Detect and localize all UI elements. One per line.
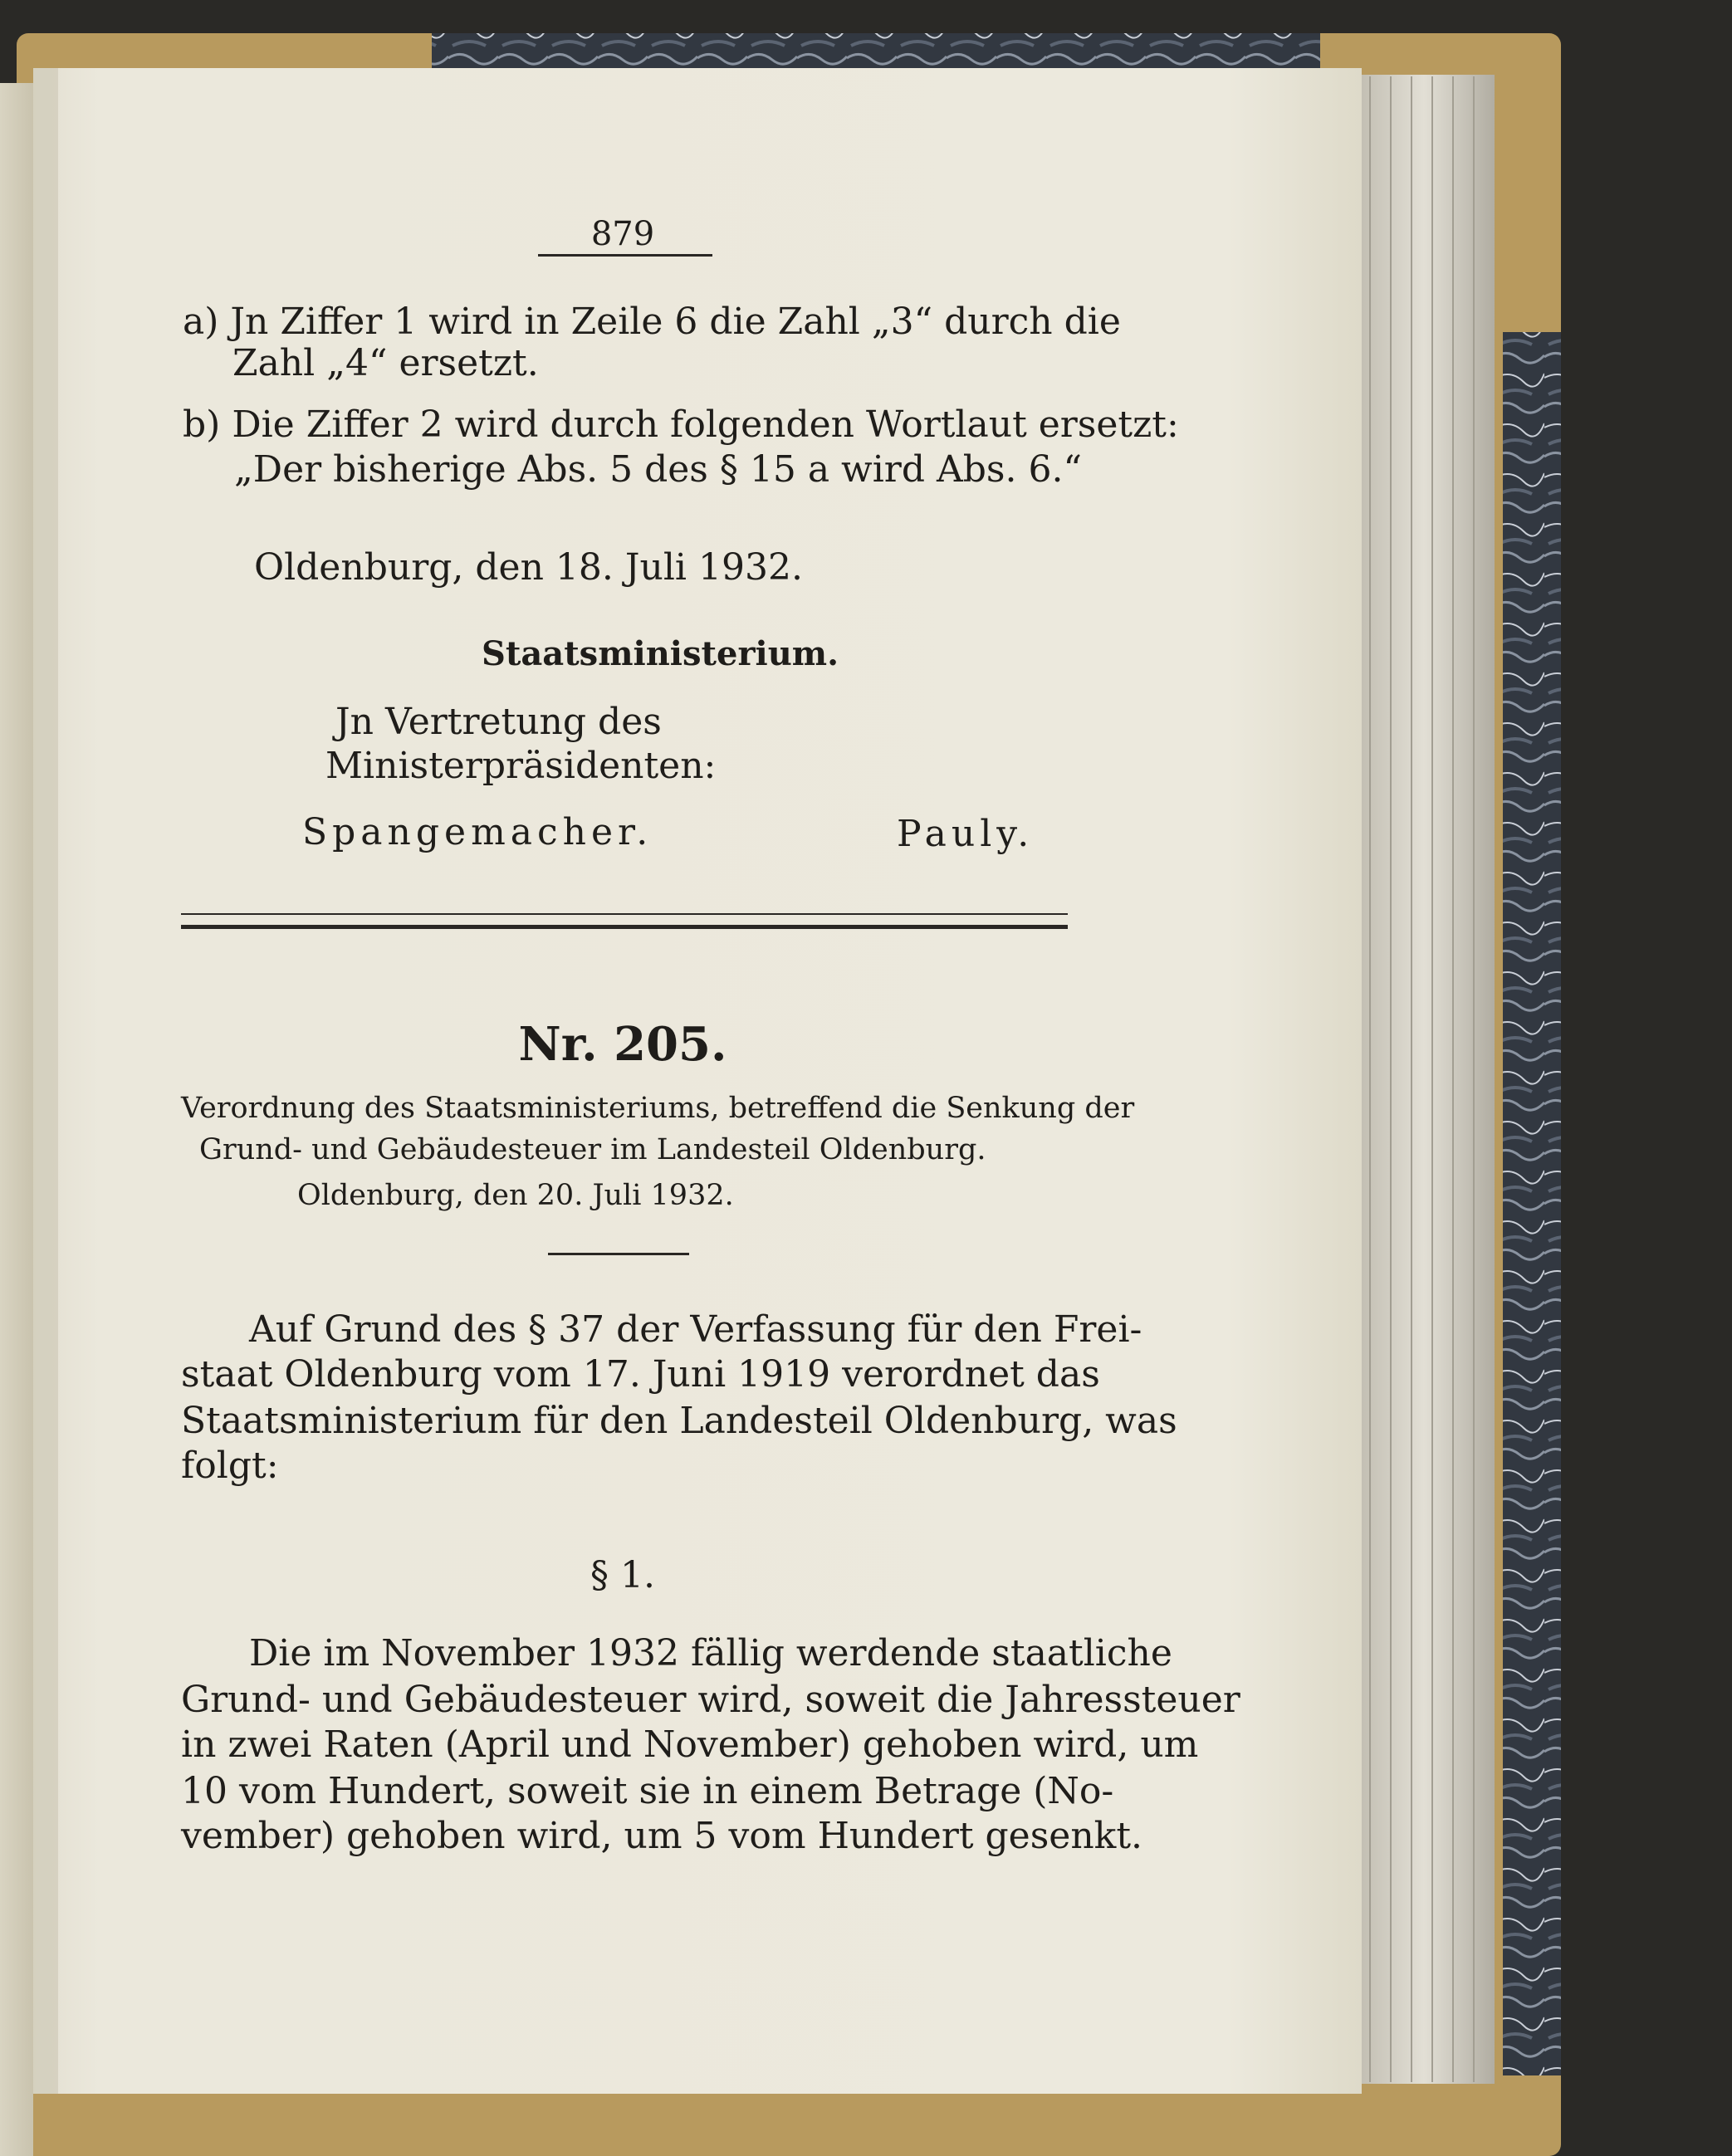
signature-1-name-left: Spangemacher.	[302, 811, 653, 853]
amendment-a-line-2: Zahl „4“ ersetzt.	[232, 342, 539, 384]
decree-title-line-2: Grund- und Gebäudesteuer im Landesteil Oldenburg.	[199, 1133, 986, 1166]
amendment-b-line-1: b) Die Ziffer 2 wird durch folgenden Wortlaut ersetzt:	[183, 403, 1179, 446]
decree-header-rule	[548, 1253, 689, 1255]
decree-place-date: Oldenburg, den 20. Juli 1932.	[297, 1179, 734, 1212]
decree-number: Nr. 205.	[518, 1017, 727, 1072]
amendment-b-line-2: „Der bisherige Abs. 5 des § 15 a wird Abs. 6.“	[234, 448, 1082, 491]
preamble-line-1: Auf Grund des § 37 der Verfassung für den Frei-	[249, 1308, 1142, 1351]
section-text-line-4: 10 vom Hundert, soweit sie in einem Betrage (No-	[181, 1770, 1114, 1812]
section-text-line-1: Die im November 1932 fällig werdende staatliche	[249, 1632, 1172, 1674]
section-separator-thick	[181, 925, 1068, 929]
page-number-rule	[538, 254, 712, 257]
signature-1-name-right: Pauly.	[897, 813, 1035, 855]
preamble-line-2: staat Oldenburg vom 17. Juni 1919 verordnet das	[181, 1353, 1100, 1396]
signature-1-place-date: Oldenburg, den 18. Juli 1932.	[254, 546, 803, 589]
section-text-line-5: vember) gehoben wird, um 5 vom Hundert gesenkt.	[181, 1815, 1143, 1857]
signature-1-deputy-line-2: Ministerpräsidenten:	[325, 745, 717, 787]
signature-1-deputy-line-1: Jn Vertretung des	[335, 701, 662, 743]
section-text-line-3: in zwei Raten (April und November) gehoben wird, um	[181, 1723, 1199, 1766]
section-separator-thin	[181, 913, 1068, 915]
preamble-line-4: folgt:	[181, 1445, 279, 1487]
page-number: 879	[590, 215, 655, 253]
preamble-line-3: Staatsministerium für den Landesteil Oldenburg, was	[181, 1400, 1177, 1442]
signature-1-authority: Staatsministerium.	[482, 634, 839, 673]
amendment-a-line-1: a) Jn Ziffer 1 wird in Zeile 6 die Zahl „3“ durch die	[183, 301, 1121, 343]
section-text-line-2: Grund- und Gebäudesteuer wird, soweit die Jahressteuer	[181, 1679, 1240, 1721]
section-heading: § 1.	[590, 1554, 655, 1596]
decree-title-line-1: Verordnung des Staatsministeriums, betreffend die Senkung der	[181, 1092, 1135, 1125]
